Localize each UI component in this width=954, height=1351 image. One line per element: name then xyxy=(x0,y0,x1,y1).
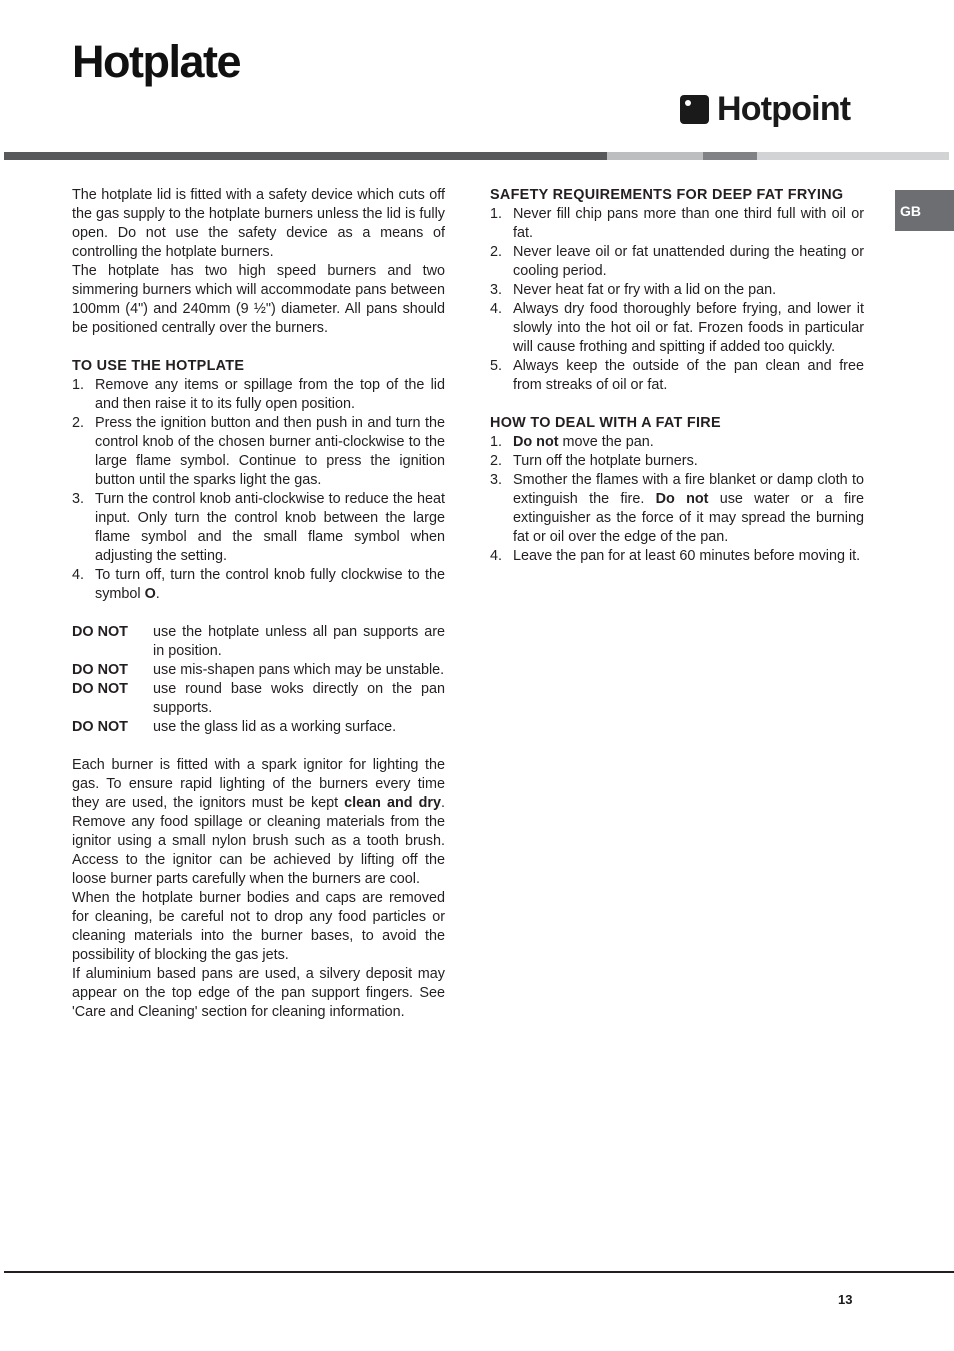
warning-label: DO NOT xyxy=(72,681,128,697)
list-item xyxy=(490,547,864,566)
use-hotplate-steps xyxy=(72,376,445,604)
step-text: Turn the control knob anti-clockwise to reduce the heat input. Only turn the control knob between the large flame symbol and the small flame symbol when adjusting the setting. xyxy=(95,491,445,564)
step-text xyxy=(513,433,864,452)
warning-row xyxy=(72,623,445,661)
step-text: Never leave oil or fat unattended during the heating or cooling period. xyxy=(513,244,864,279)
step-emphasis: Do not xyxy=(513,434,559,450)
warning-label: DO NOT xyxy=(72,624,128,640)
warning-text: use mis-shapen pans which may be unstable. xyxy=(153,662,445,678)
step-text-end: . xyxy=(155,586,160,602)
warning-label: DO NOT xyxy=(72,662,128,678)
list-item xyxy=(490,243,864,281)
header-rule-dark xyxy=(4,152,607,160)
list-item xyxy=(490,205,864,243)
step-text: Never fill chip pans more than one third full with oil or fat. xyxy=(513,206,864,241)
step-text xyxy=(95,566,445,604)
warning-row xyxy=(72,718,445,737)
brand-name: Hotpoint xyxy=(717,90,851,128)
step-number: 3. xyxy=(490,472,503,488)
list-item xyxy=(72,490,445,566)
warning-text: use the hotplate unless all pan supports are in position. xyxy=(153,624,445,659)
list-item xyxy=(490,471,864,547)
intro-paragraph-burners: The hotplate has two high speed burners and two simmering burners which will accommodate pans between 100mm (4") and 240mm (9 ½") diameter. All pans should be positioned centrally over the burners. xyxy=(72,263,445,336)
header-rule-light xyxy=(607,152,703,160)
step-text: Never heat fat or fry with a lid on the pan. xyxy=(513,282,777,298)
step-text-rest: move the pan. xyxy=(558,434,654,450)
step-text: Always dry food thoroughly before frying, and lower it slowly into the hot oil or fat. Frozen foods in particular will cause frothing and spitting if added too quickly. xyxy=(513,301,864,355)
step-number: 1. xyxy=(490,434,503,450)
step-number: 5. xyxy=(490,358,503,374)
ignitor-text-b: . Remove any food spillage or cleaning materials from the ignitor using a small nylon brush such as a tooth brush. Access to the ignitor can be achieved by lifting off the loose burner parts carefully when the burners are cool. xyxy=(72,795,445,887)
step-text xyxy=(513,471,864,547)
left-column xyxy=(72,186,445,1022)
language-tab: GB xyxy=(895,190,954,231)
step-number: 1. xyxy=(490,206,503,222)
fat-fire-steps xyxy=(490,433,864,566)
step-number: 2. xyxy=(72,415,85,431)
header-rule-pale xyxy=(757,152,949,160)
list-item xyxy=(72,566,445,604)
list-item xyxy=(72,414,445,490)
safety-heading: SAFETY REQUIREMENTS FOR DEEP FAT FRYING xyxy=(490,187,844,203)
list-item xyxy=(490,300,864,357)
footer-rule xyxy=(4,1271,954,1273)
step-number: 3. xyxy=(72,491,85,507)
step-number: 4. xyxy=(72,567,85,583)
off-symbol: O xyxy=(144,586,156,602)
step-number: 1. xyxy=(72,377,85,393)
step-text: Press the ignition button and then push in and turn the control knob of the chosen burner anti-clockwise to the large flame symbol. Continue to press the ignition button until the sparks light the gas. xyxy=(95,415,445,488)
step-text: Turn off the hotplate burners. xyxy=(513,453,698,469)
step-text-main: To turn off, turn the control knob fully clockwise to the symbol xyxy=(95,567,445,602)
step-text: Leave the pan for at least 60 minutes before moving it. xyxy=(513,548,861,564)
warning-label: DO NOT xyxy=(72,719,128,735)
step-number: 4. xyxy=(490,301,503,317)
warning-text: use round base woks directly on the pan supports. xyxy=(153,681,445,716)
hotpoint-logo-icon xyxy=(680,95,709,124)
intro-paragraph-lid: The hotplate lid is fitted with a safety device which cuts off the gas supply to the hotplate burners unless the lid is fully open. Do not use the safety device as a means of controlling the hotplate burners. xyxy=(72,187,445,260)
warning-text: use the glass lid as a working surface. xyxy=(153,719,397,735)
step-text: Always keep the outside of the pan clean and free from streaks of oil or fat. xyxy=(513,358,864,393)
ignitor-paragraph xyxy=(72,756,445,889)
page-title: Hotplate xyxy=(72,36,240,87)
step-number: 3. xyxy=(490,282,503,298)
step-number: 4. xyxy=(490,548,503,564)
cleaning-paragraph: When the hotplate burner bodies and caps are removed for cleaning, be careful not to drop any food particles or cleaning materials into the burner bases, to avoid the possibility of blocking the gas jets. xyxy=(72,890,445,963)
ignitor-text-a: Each burner is fitted with a spark ignitor for lighting the gas. To ensure rapid lighting of the burners every time they are used, the ignitors must be kept xyxy=(72,757,445,811)
list-item xyxy=(490,452,864,471)
step-text-main: Smother the flames with a fire blanket or damp cloth to extinguish the fire. xyxy=(513,472,864,507)
list-item xyxy=(72,376,445,414)
step-text: Remove any items or spillage from the top of the lid and then raise it to its fully open position. xyxy=(95,377,445,412)
warning-row xyxy=(72,661,445,680)
safety-steps xyxy=(490,205,864,395)
list-item xyxy=(490,357,864,395)
right-column xyxy=(490,186,864,566)
use-hotplate-heading: TO USE THE HOTPLATE xyxy=(72,358,245,374)
step-number: 2. xyxy=(490,244,503,260)
step-emphasis: Do not xyxy=(655,491,709,507)
step-text-end: use water or a fire extinguisher as the force of it may spread the burning fat or oil over the edge of the pan. xyxy=(513,491,864,545)
warning-row xyxy=(72,680,445,718)
fat-fire-heading: HOW TO DEAL WITH A FAT FIRE xyxy=(490,415,721,431)
brand-logo xyxy=(680,92,850,126)
ignitor-emphasis: clean and dry xyxy=(344,795,441,811)
page-number: 13 xyxy=(838,1292,853,1307)
list-item xyxy=(490,281,864,300)
aluminium-paragraph: If aluminium based pans are used, a silvery deposit may appear on the top edge of the pan support fingers. See 'Care and Cleaning' section for cleaning information. xyxy=(72,966,445,1020)
step-number: 2. xyxy=(490,453,503,469)
header-rule-mid xyxy=(703,152,757,160)
list-item xyxy=(490,433,864,452)
